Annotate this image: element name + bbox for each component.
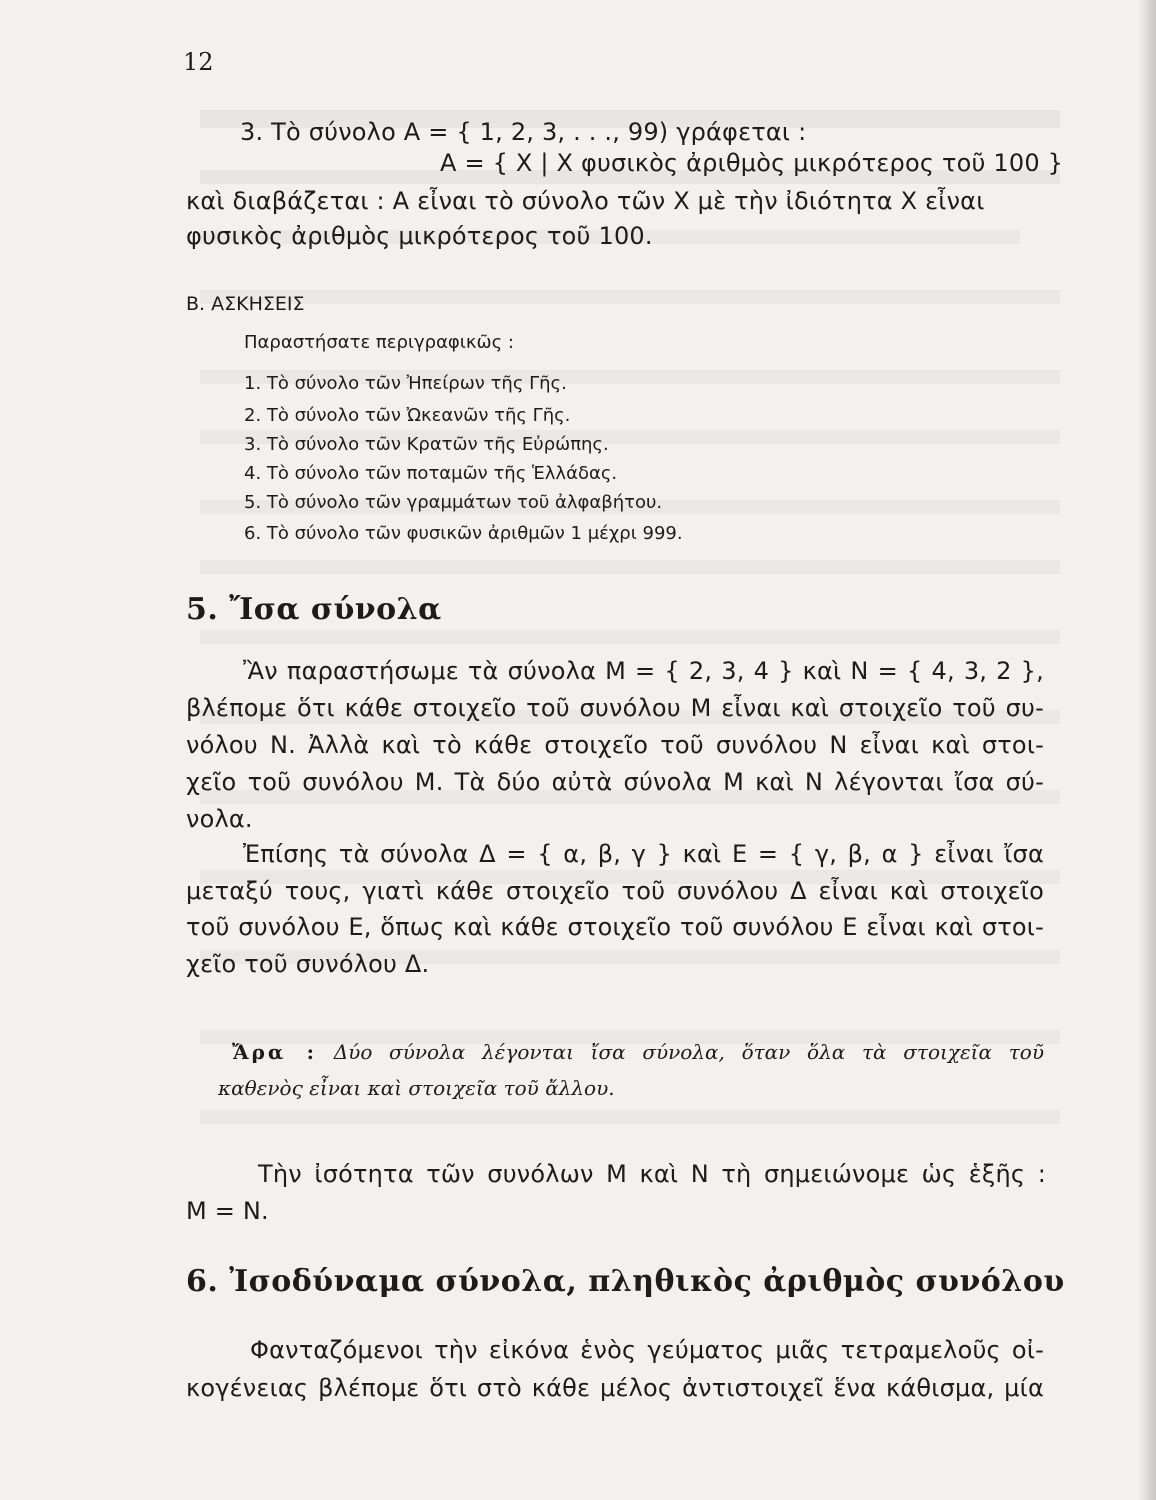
- set-definition-line-1: 3. Τὸ σύνολο A = { 1, 2, 3, . . ., 99) γράφεται :: [240, 118, 807, 146]
- set-definition-line-3: καὶ διαβάζεται : A εἶναι τὸ σύνολο τῶν X μὲ τὴν ἰδιότητα X εἶναι: [186, 187, 985, 215]
- section-5-para-2-line: Ἐπίσης τὰ σύνολα Δ = { α, β, γ } καὶ E = { γ, β, α } εἶναι ἴσα: [243, 840, 1044, 868]
- section-5-para-1-line: βλέπομε ὅτι κάθε στοιχεῖο τοῦ συνόλου M εἶναι καὶ στοιχεῖο τοῦ συ-: [186, 694, 1044, 722]
- conclusion-line-1: [232, 1040, 1044, 1064]
- conclusion-label: Ἄρα :: [232, 1040, 318, 1064]
- set-definition-line-4: φυσικὸς ἀριθμὸς μικρότερος τοῦ 100.: [186, 222, 653, 250]
- exercise-item: 6. Τὸ σύνολο τῶν φυσικῶν ἀριθμῶν 1 μέχρι 999.: [244, 523, 683, 544]
- conclusion-text-1: Δύο σύνολα λέγονται ἴσα σύνολα, ὅταν ὅλα τὰ στοιχεῖα τοῦ: [333, 1040, 1044, 1064]
- page-edge-shadow: [1138, 0, 1156, 1500]
- section-5-para-2-line: μεταξύ τους, γιατὶ κάθε στοιχεῖο τοῦ συνόλου Δ εἶναι καὶ στοιχεῖο: [186, 877, 1044, 905]
- section-5-title: 5. Ἴσα σύνολα: [186, 592, 442, 627]
- exercise-item: 4. Τὸ σύνολο τῶν ποταμῶν τῆς Ἑλλάδας.: [244, 463, 618, 484]
- section-5-para-2-line: τοῦ συνόλου E, ὅπως καὶ κάθε στοιχεῖο τοῦ συνόλου E εἶναι καὶ στοι-: [186, 913, 1044, 941]
- section-5-para-1-line: Ἂν παραστήσωμε τὰ σύνολα M = { 2, 3, 4 } καὶ N = { 4, 3, 2 },: [243, 657, 1044, 685]
- equality-line-1: Τὴν ἰσότητα τῶν συνόλων M καὶ N τὴ σημειώνομε ὡς ἑξῆς :: [258, 1160, 1046, 1188]
- section-5-para-1-line: νόλου N. Ἀλλὰ καὶ τὸ κάθε στοιχεῖο τοῦ συνόλου N εἶναι καὶ στοι-: [186, 731, 1044, 759]
- section-6-para-1-line: κογένειας βλέπομε ὅτι στὸ κάθε μέλος ἀντιστοιχεῖ ἕνα κάθισμα, μία: [186, 1374, 1044, 1402]
- page-number: 12: [183, 48, 214, 76]
- equality-line-2: M = N.: [186, 1197, 269, 1225]
- conclusion-line-2: καθενὸς εἶναι καὶ στοιχεῖα τοῦ ἄλλου.: [218, 1076, 615, 1100]
- bleed-through-texture: [180, 110, 1060, 1170]
- exercise-item: 5. Τὸ σύνολο τῶν γραμμάτων τοῦ ἀλφαβήτου.: [244, 492, 663, 513]
- set-definition-line-2: A = { X | X φυσικὸς ἀριθμὸς μικρότερος τοῦ 100 }: [440, 149, 1064, 177]
- section-5-para-2-line: χεῖο τοῦ συνόλου Δ.: [186, 950, 430, 978]
- exercise-item: 1. Τὸ σύνολο τῶν Ἠπείρων τῆς Γῆς.: [244, 373, 567, 394]
- exercise-item: 2. Τὸ σύνολο τῶν Ὠκεανῶν τῆς Γῆς.: [244, 405, 571, 426]
- exercise-item: 3. Τὸ σύνολο τῶν Κρατῶν τῆς Εὐρώπης.: [244, 434, 609, 455]
- section-5-para-1-line: χεῖο τοῦ συνόλου M. Τὰ δύο αὐτὰ σύνολα M καὶ N λέγονται ἴσα σύ-: [186, 768, 1044, 796]
- section-6-para-1-line: Φανταζόμενοι τὴν εἰκόνα ἑνὸς γεύματος μιᾶς τετραμελοῦς οἰ-: [250, 1336, 1044, 1364]
- section-6-title: 6. Ἰσοδύναμα σύνολα, πληθικὸς ἀριθμὸς συνόλου: [186, 1264, 1065, 1299]
- section-5-para-1-line: νολα.: [186, 805, 253, 833]
- exercises-intro: Παραστήσατε περιγραφικῶς :: [244, 332, 514, 353]
- exercises-heading: B. ΑΣΚΗΣΕΙΣ: [186, 293, 305, 315]
